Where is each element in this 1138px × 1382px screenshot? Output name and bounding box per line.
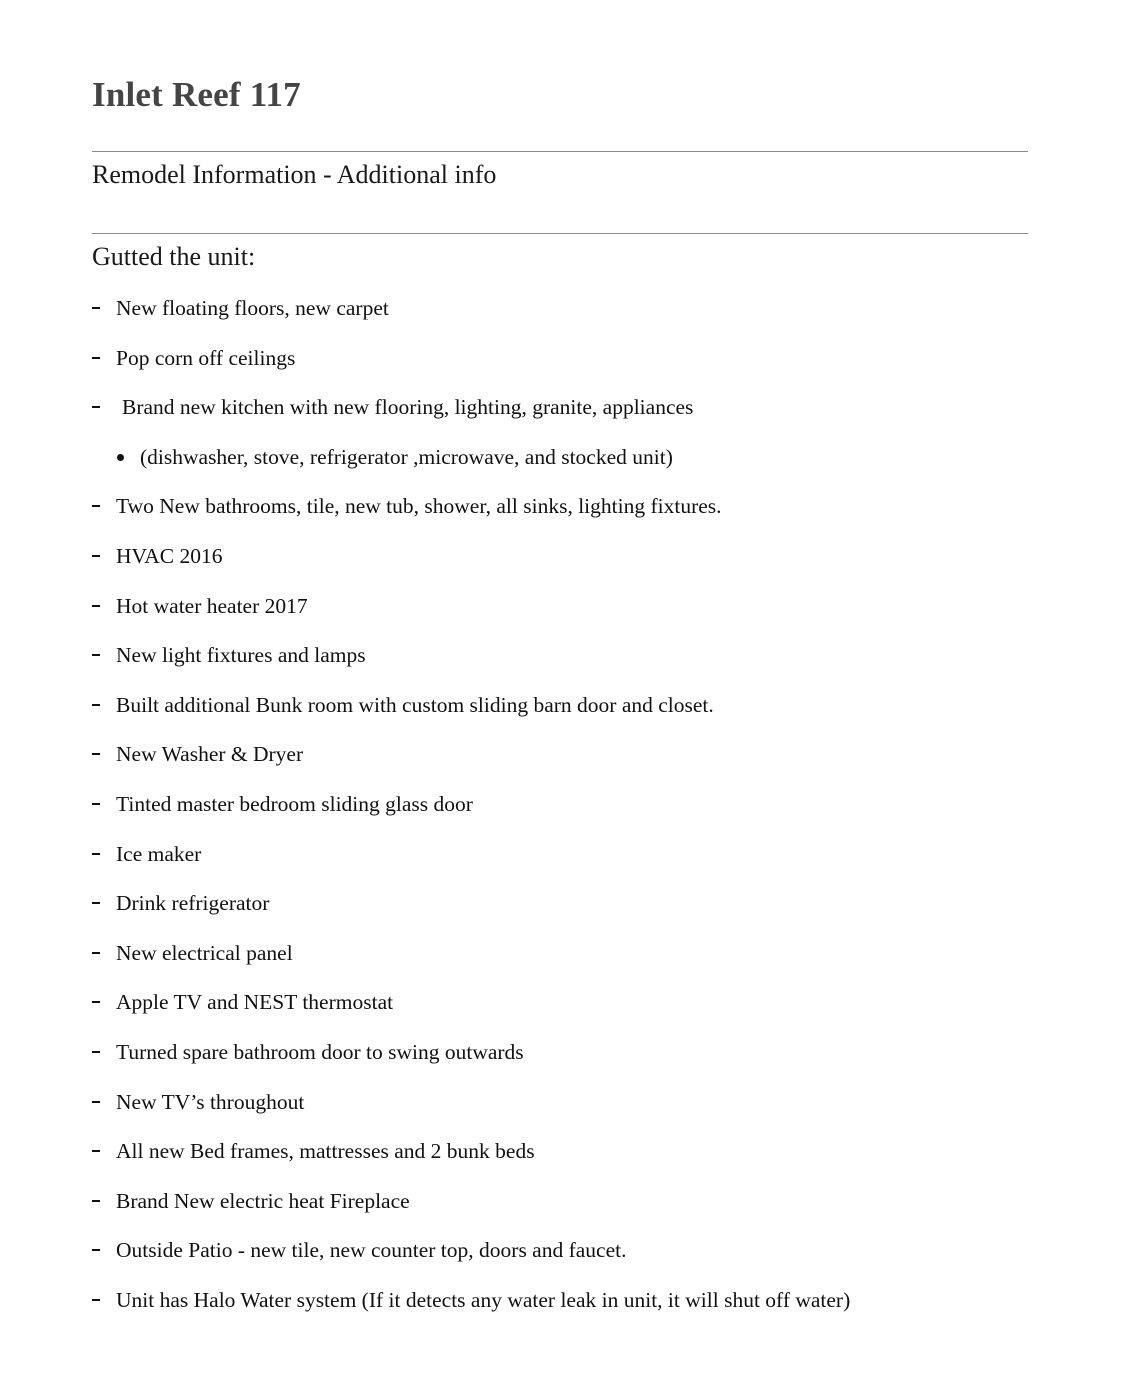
list-item (92, 488, 1028, 538)
remodel-list (92, 290, 1028, 1331)
list-item (92, 637, 1028, 687)
document-title: Inlet Reef 117 (92, 75, 301, 114)
bullet-marker (117, 454, 124, 461)
list-item-text: Turned spare bathroom door to swing outwards (116, 1039, 524, 1064)
list-item (92, 836, 1028, 886)
list-item (92, 1034, 1028, 1084)
document-subtitle: Remodel Information - Additional info (92, 160, 497, 189)
list-item-text: Brand New electric heat Fireplace (116, 1188, 410, 1213)
list-item-text: Outside Patio - new tile, new counter top, doors and faucet. (116, 1238, 627, 1263)
list-item-text: Tinted master bedroom sliding glass door (116, 791, 473, 816)
list-item (92, 736, 1028, 786)
list-item (92, 340, 1028, 390)
list-item-text: Drink refrigerator (116, 891, 270, 916)
list-item-text: All new Bed frames, mattresses and 2 bunk beds (116, 1139, 535, 1164)
list-item-text: Hot water heater 2017 (116, 593, 308, 618)
list-item-text: Two New bathrooms, tile, new tub, shower, all sinks, lighting fixtures. (116, 494, 722, 519)
list-item-text: HVAC 2016 (116, 543, 223, 568)
list-item-text: New Washer & Dryer (116, 742, 304, 767)
list-item (92, 1282, 1028, 1332)
list-item-text: New floating floors, new carpet (116, 296, 389, 320)
sub-list-item (92, 439, 1028, 489)
list-item-text: Apple TV and NEST thermostat (116, 990, 394, 1015)
section-heading: Gutted the unit: (92, 242, 256, 271)
list-item-text: New electrical panel (116, 940, 293, 965)
list-item (92, 885, 1028, 935)
list-item (92, 1084, 1028, 1134)
list-item (92, 389, 1028, 439)
divider-top (92, 151, 1028, 152)
list-item-text: Unit has Halo Water system (If it detects any water leak in unit, it will shut off water) (116, 1287, 851, 1312)
list-item (92, 1183, 1028, 1233)
list-item (92, 786, 1028, 836)
list-item (92, 687, 1028, 737)
list-item-text: Pop corn off ceilings (116, 345, 296, 370)
list-item-text: Ice maker (116, 841, 202, 866)
list-item-text: Brand new kitchen with new flooring, lighting, granite, appliances (122, 395, 694, 420)
list-item-text: New TV’s throughout (116, 1089, 305, 1114)
divider-bottom (92, 233, 1028, 234)
list-item (92, 1133, 1028, 1183)
list-item (92, 588, 1028, 638)
list-item (92, 538, 1028, 588)
sub-list-item-text: (dishwasher, stove, refrigerator ,microwave, and stocked unit) (140, 444, 673, 469)
list-item-text: New light fixtures and lamps (116, 643, 366, 668)
list-item (92, 984, 1028, 1034)
list-item (92, 1232, 1028, 1282)
list-item-text: Built additional Bunk room with custom sliding barn door and closet. (116, 692, 714, 717)
list-item (92, 290, 1028, 340)
list-item (92, 935, 1028, 985)
